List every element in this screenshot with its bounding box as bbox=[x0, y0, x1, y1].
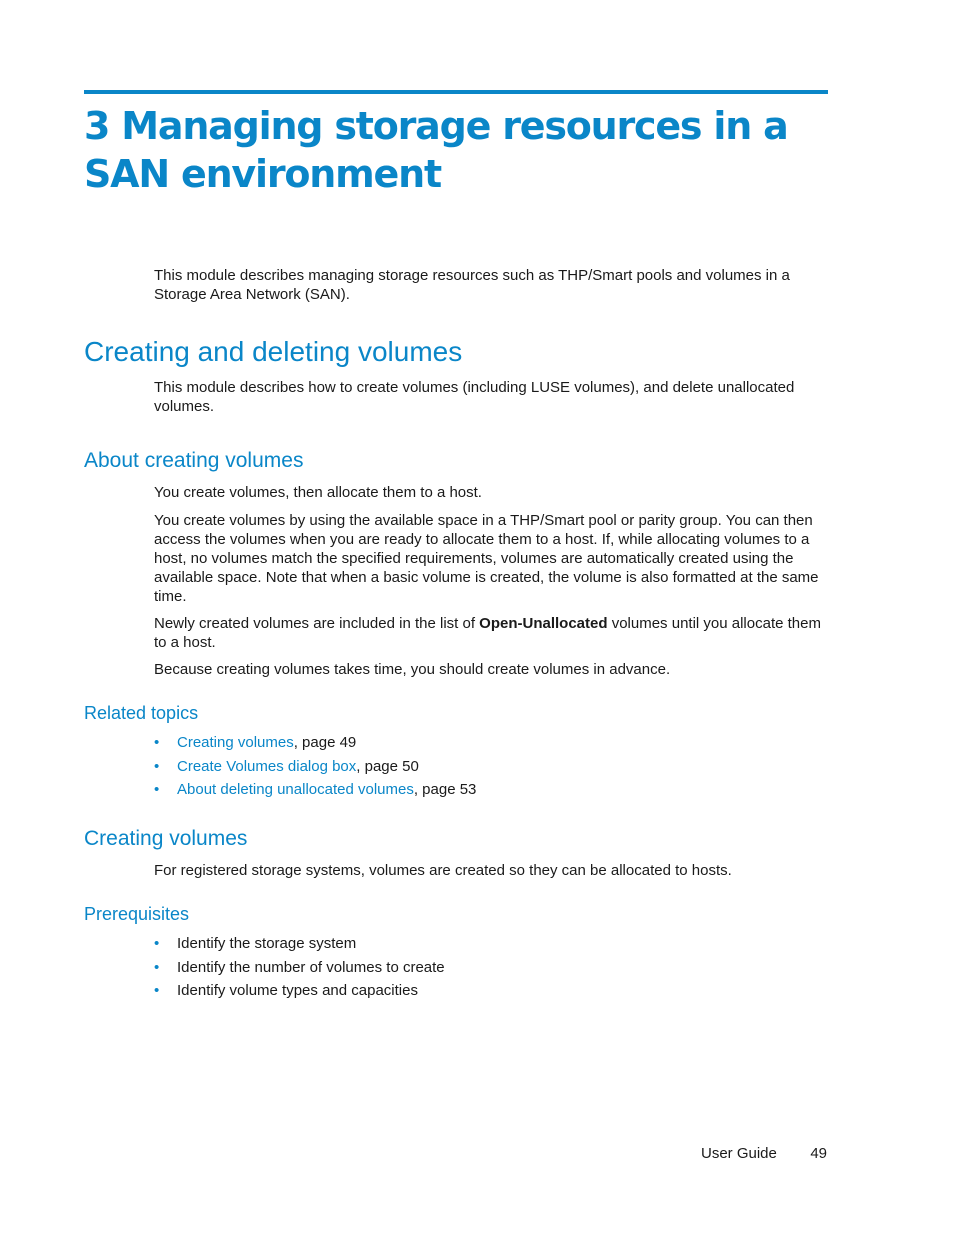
page-ref: , page 53 bbox=[413, 781, 477, 798]
page-ref: , page 49 bbox=[293, 734, 357, 751]
list-item bbox=[154, 733, 476, 752]
heading-creating-volumes: Creating volumes bbox=[84, 827, 248, 850]
about-paragraph-1: You create volumes, then allocate them to a host. bbox=[154, 484, 482, 501]
bullet-icon: • bbox=[154, 935, 160, 952]
list-item bbox=[154, 981, 445, 1000]
creating-deleting-text: This module describes how to create volumes (including LUSE volumes), and delete unallocated volumes. bbox=[154, 379, 795, 415]
link-about-deleting-unallocated-volumes[interactable]: About deleting unallocated volumes bbox=[177, 781, 414, 798]
bullet-icon: • bbox=[154, 734, 160, 751]
creating-volumes-text: For registered storage systems, volumes are created so they can be allocated to hosts. bbox=[154, 862, 732, 879]
chapter-intro: This module describes managing storage resources such as THP/Smart pools and volumes in a Storage Area Network (SAN). bbox=[154, 267, 790, 303]
list-item bbox=[154, 780, 476, 799]
prerequisite-text: Identify volume types and capacities bbox=[177, 982, 418, 999]
prerequisites-list bbox=[154, 934, 445, 1000]
heading-creating-deleting-volumes: Creating and deleting volumes bbox=[84, 336, 463, 367]
list-item bbox=[154, 757, 476, 776]
prerequisite-text: Identify the storage system bbox=[177, 935, 357, 952]
p3-text-before: Newly created volumes are included in the list of bbox=[154, 615, 480, 632]
page-ref: , page 50 bbox=[356, 757, 419, 775]
heading-about-creating-volumes: About creating volumes bbox=[84, 449, 304, 472]
bullet-icon: • bbox=[154, 958, 160, 976]
prerequisite-text: Identify the number of volumes to create bbox=[177, 958, 445, 976]
related-topics-list bbox=[154, 733, 476, 799]
p3-text-after: volumes until you allocate them to a host. bbox=[154, 615, 821, 651]
bullet-icon: • bbox=[154, 757, 160, 775]
chapter-rule bbox=[84, 90, 828, 94]
about-paragraph-2: You create volumes by using the available space in a THP/Smart pool or parity group. You can then access the volumes when you are ready to allocate them to a host. If, while allocating volumes to a host, no volumes match the specified requirements, volumes are automatically created using the available space. Note that when a basic volume is created, the volume is also formatted at the same time. bbox=[154, 512, 819, 605]
heading-related-topics: Related topics bbox=[84, 703, 199, 723]
bullet-icon: • bbox=[154, 982, 160, 999]
link-create-volumes-dialog-box[interactable]: Create Volumes dialog box bbox=[177, 757, 357, 775]
about-paragraph-3 bbox=[154, 614, 830, 652]
page-number: 49 bbox=[810, 1145, 827, 1162]
heading-prerequisites: Prerequisites bbox=[84, 904, 190, 924]
open-unallocated-term: Open-Unallocated bbox=[479, 615, 608, 632]
chapter-title: 3 Managing storage resources in a SAN environment bbox=[84, 104, 788, 196]
list-item bbox=[154, 934, 445, 953]
link-creating-volumes[interactable]: Creating volumes bbox=[177, 734, 294, 751]
list-item bbox=[154, 958, 445, 977]
footer-label: User Guide bbox=[701, 1145, 777, 1162]
bullet-icon: • bbox=[154, 781, 160, 798]
about-paragraph-4: Because creating volumes takes time, you should create volumes in advance. bbox=[154, 661, 671, 678]
